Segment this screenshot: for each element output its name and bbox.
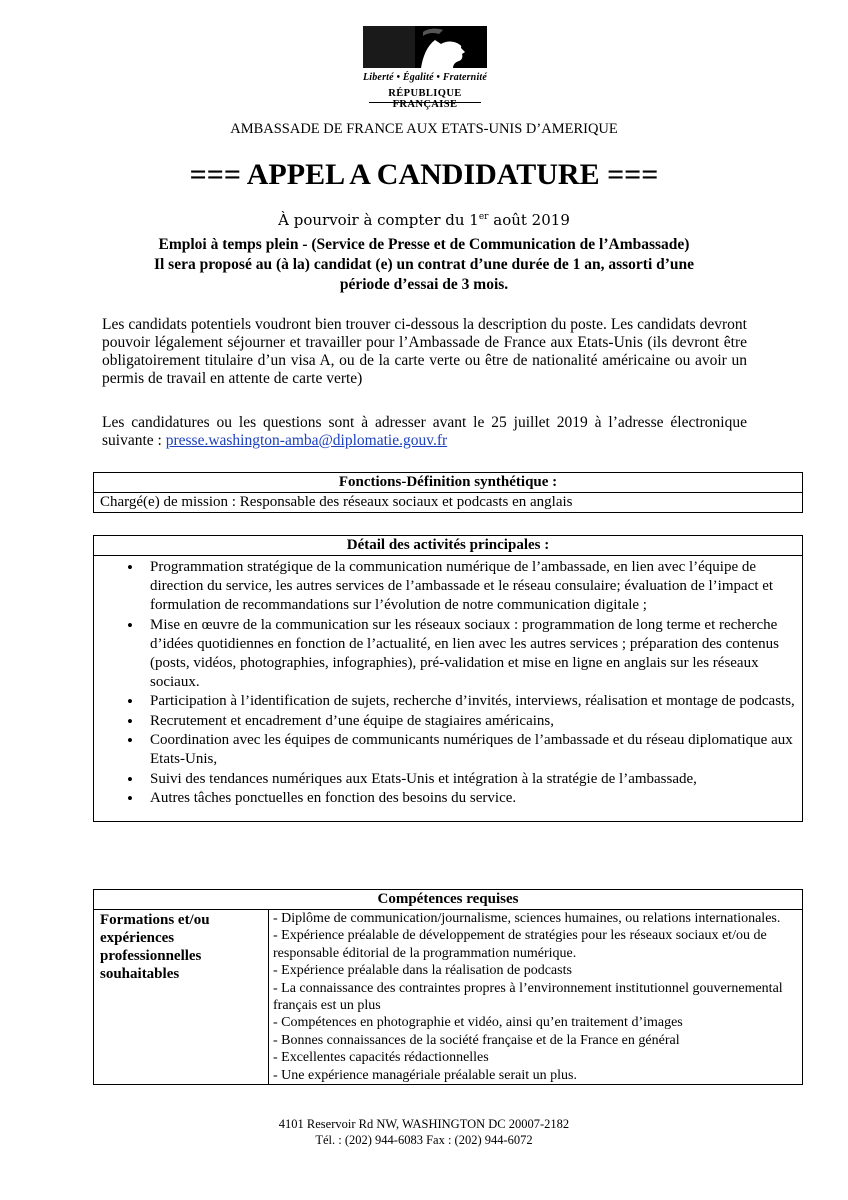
contract-line: Il sera proposé au (à la) candidat (e) un contrat d’une durée de 1 an, assorti d’une <box>153 256 695 273</box>
list-item: • Suivi des tendances numériques aux Etats-Unis et intégration à la stratégie de l’ambassade, <box>150 770 802 789</box>
list-item: • Programmation stratégique de la communication numérique de l’ambassade, en lien avec l’équipe de direction du service, les autres services de l’ambassade et le réseau consulaire; évaluation de l’impact et formulation de recommandations sur l’évolution de notre communication digitale ; <box>150 558 802 615</box>
functions-text: Chargé(e) de mission : Responsable des réseaux sociaux et podcasts en anglais <box>94 493 803 513</box>
activities-heading: Détail des activités principales : <box>94 536 803 556</box>
list-item: • Participation à l’identification de sujets, recherche d’invités, interviews, réalisation et montage de podcasts, <box>150 692 802 711</box>
start-date-prefix: À pourvoir à compter du 1 <box>278 211 479 229</box>
competences-heading: Compétences requises <box>94 890 803 910</box>
footer-address: 4101 Reservoir Rd NW, WASHINGTON DC 20007-2182 <box>278 1117 570 1131</box>
trial-period-line: période d’essai de 3 mois. <box>339 276 509 293</box>
start-date-ordinal: er <box>478 212 489 222</box>
functions-heading: Fonctions-Définition synthétique : <box>94 473 803 493</box>
list-item: - Compétences en photographie et vidéo, ainsi qu’en traitement d’images <box>273 1015 683 1031</box>
list-item: - Bonnes connaissances de la société française et de la France en général <box>273 1032 680 1048</box>
embassy-name: AMBASSADE DE FRANCE AUX ETATS-UNIS D’AMERIQUE <box>230 121 618 137</box>
functions-table <box>93 472 803 513</box>
list-item: • Mise en œuvre de la communication sur les réseaux sociaux : programmation de long terme et recherche d’idées quotidiennes en fonction de l’actualité, en lien avec les autres services ; préparation des contenus (posts, vidéos, photographies, infographies), pré-validation et mise en ligne en anglais sur les réseaux sociaux. <box>150 616 802 692</box>
republic-label: RÉPUBLIQUE FRANÇAISE <box>388 88 462 110</box>
application-paragraph <box>102 414 747 450</box>
competences-category: Formations et/ou expériences professionnelles souhaitables <box>94 910 269 1085</box>
competences-list <box>269 910 803 1085</box>
activities-list <box>94 556 802 821</box>
application-text: Les candidatures ou les questions sont à adresser avant le 25 juillet 2019 à l’adresse électronique suivante : <box>102 414 747 449</box>
list-item: - Une expérience managériale préalable serait un plus. <box>273 1067 577 1083</box>
page-title: === APPEL A CANDIDATURE === <box>189 158 659 191</box>
start-date-suffix: août 2019 <box>488 211 570 229</box>
list-item: • Autres tâches ponctuelles en fonction des besoins du service. <box>150 789 802 808</box>
list-item: • Recrutement et encadrement d’une équipe de stagiaires américains, <box>150 712 802 731</box>
activities-table <box>93 535 803 822</box>
footer-phone: Tél. : (202) 944-6083 Fax : (202) 944-6072 <box>315 1133 533 1147</box>
job-type-line: Emploi à temps plein - (Service de Presse et de Communication de l’Ambassade) <box>158 236 690 253</box>
start-date <box>0 211 848 229</box>
list-item: - Diplôme de communication/journalisme, sciences humaines, ou relations internationales. <box>273 911 781 926</box>
list-item: • Coordination avec les équipes de communicants numériques de l’ambassade et du réseau diplomatique aux Etats-Unis, <box>150 731 802 769</box>
contact-email-link[interactable]: presse.washington-amba@diplomatie.gouv.fr <box>165 432 448 449</box>
intro-paragraph: Les candidats potentiels voudront bien trouver ci-dessous la description du poste. Les candidats devront pouvoir légalement séjourner et travailler pour l’Ambassade de France aux Etats-Unis (ils devront être obligatoirement titulaire d’un visa A, ou de la carte verte ou être de nationalité américaine ou avoir un permis de travail en attente de carte verte) <box>102 316 747 387</box>
list-item: - Expérience préalable de développement de stratégies pour les réseaux sociaux et/ou de responsable éditorial de la programmation numérique. <box>273 928 767 961</box>
logo-underline <box>369 102 481 103</box>
competences-table <box>93 889 803 1085</box>
list-item: - La connaissance des contraintes propres à l’environnement institutionnel gouvernemental français est un plus <box>273 980 783 1014</box>
list-item: - Expérience préalable dans la réalisation de podcasts <box>273 963 572 979</box>
list-item: - Excellentes capacités rédactionnelles <box>273 1050 489 1066</box>
marianne-emblem-icon <box>363 26 487 68</box>
motto-text: Liberté • Égalité • Fraternité <box>362 72 488 83</box>
marianne-logo <box>355 26 495 108</box>
